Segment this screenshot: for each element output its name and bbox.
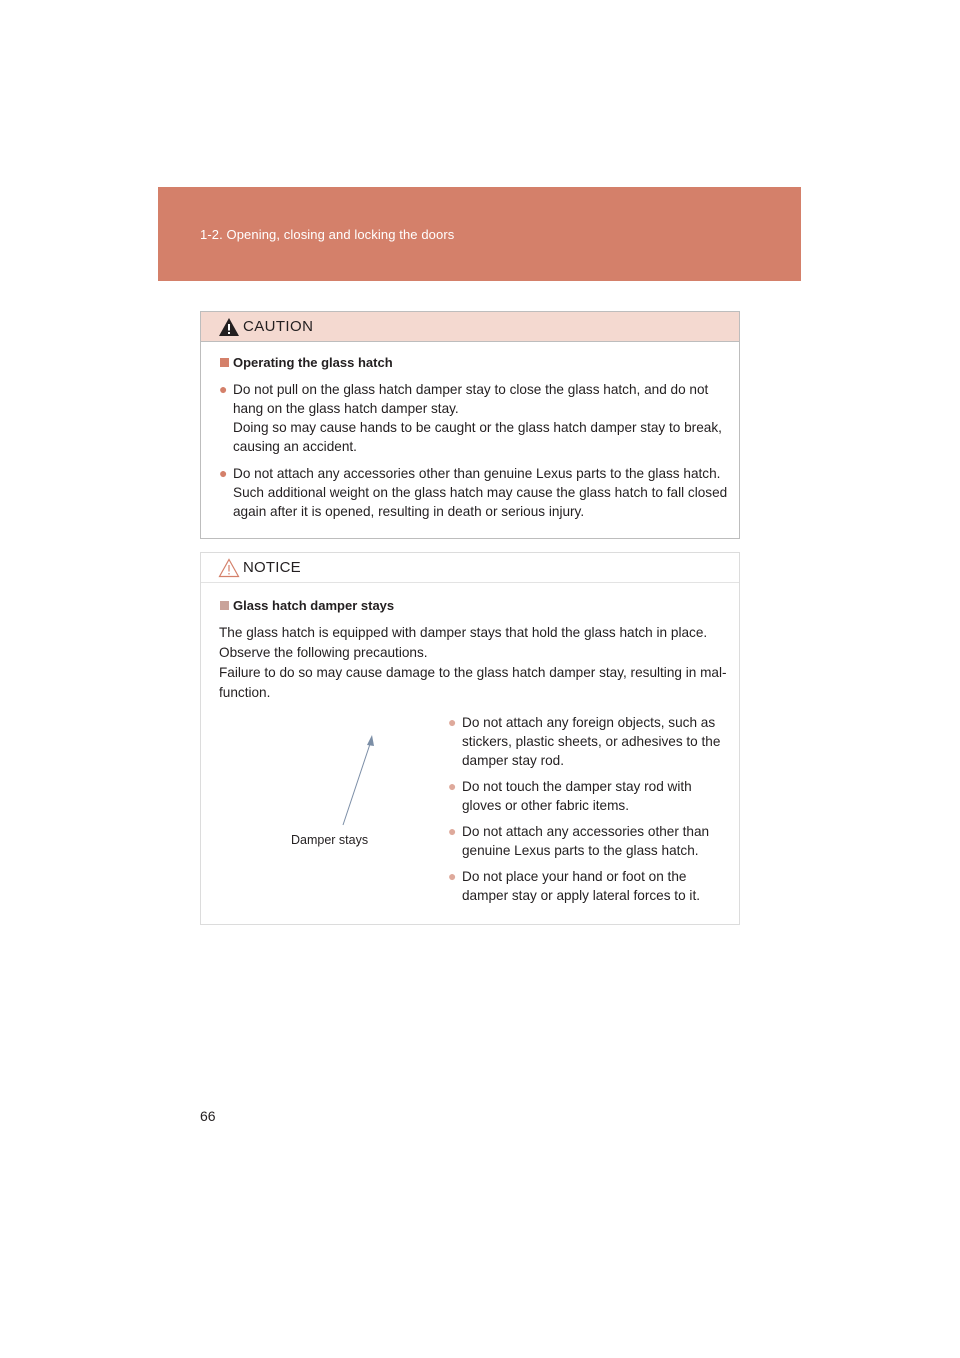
round-bullet-icon: ● bbox=[219, 465, 228, 481]
notice-bullet bbox=[448, 867, 730, 905]
section-title: 1-2. Opening, closing and locking the doors bbox=[200, 227, 455, 242]
square-bullet-icon bbox=[220, 358, 229, 367]
bullet-line: damper stay rod. bbox=[462, 753, 564, 768]
diagram-label: Damper stays bbox=[291, 833, 369, 847]
bullet-line: Doing so may cause hands to be caught or the glass hatch damper stay to break, bbox=[233, 420, 722, 435]
notice-section-title bbox=[220, 598, 394, 613]
square-bullet-icon bbox=[220, 601, 229, 610]
bullet-line: causing an accident. bbox=[233, 439, 357, 454]
notice-intro bbox=[219, 623, 735, 703]
bullet-line: Such additional weight on the glass hatch may cause the glass hatch to fall closed bbox=[233, 485, 728, 500]
bullet-line: Do not pull on the glass hatch damper stay to close the glass hatch, and do not bbox=[233, 382, 709, 397]
caution-bullet bbox=[219, 380, 735, 456]
intro-line: function. bbox=[219, 685, 271, 700]
bullet-line: Do not place your hand or foot on the bbox=[462, 869, 687, 884]
intro-line: Failure to do so may cause damage to the glass hatch damper stay, resulting in mal- bbox=[219, 665, 727, 680]
bullet-line: Do not attach any foreign objects, such as bbox=[462, 715, 716, 730]
caution-section-title-text: Operating the glass hatch bbox=[233, 355, 393, 370]
intro-line: The glass hatch is equipped with damper stays that hold the glass hatch in place. bbox=[219, 625, 708, 640]
bullet-line: hang on the glass hatch damper stay. bbox=[233, 401, 459, 416]
round-bullet-icon: ● bbox=[448, 823, 457, 839]
caution-label: CAUTION bbox=[243, 318, 314, 335]
bullet-line: again after it is opened, resulting in death or serious injury. bbox=[233, 504, 585, 519]
notice-bullet bbox=[448, 822, 730, 860]
caution-section-title bbox=[220, 355, 393, 370]
notice-bullet bbox=[448, 713, 730, 770]
notice-box bbox=[200, 552, 740, 925]
notice-bullet bbox=[448, 777, 730, 815]
bullet-line: Do not attach any accessories other than bbox=[462, 824, 710, 839]
round-bullet-icon: ● bbox=[448, 714, 457, 730]
caution-box bbox=[200, 311, 740, 539]
page-number: 66 bbox=[200, 1108, 216, 1124]
bullet-line: Do not touch the damper stay rod with bbox=[462, 779, 692, 794]
caution-header bbox=[201, 312, 739, 342]
notice-section-title-text: Glass hatch damper stays bbox=[233, 598, 395, 613]
bullet-line: gloves or other fabric items. bbox=[462, 798, 629, 813]
caution-bullet bbox=[219, 464, 735, 521]
notice-header bbox=[201, 553, 739, 583]
notice-label: NOTICE bbox=[243, 559, 301, 576]
round-bullet-icon: ● bbox=[219, 381, 228, 397]
bullet-line: genuine Lexus parts to the glass hatch. bbox=[462, 843, 699, 858]
intro-line: Observe the following precautions. bbox=[219, 645, 428, 660]
notice-triangle-icon bbox=[218, 558, 240, 578]
round-bullet-icon: ● bbox=[448, 778, 457, 794]
bullet-line: damper stay or apply lateral forces to it. bbox=[462, 888, 700, 903]
section-header-band bbox=[158, 187, 801, 281]
round-bullet-icon: ● bbox=[448, 868, 457, 884]
warning-triangle-icon bbox=[218, 317, 240, 337]
bullet-line: stickers, plastic sheets, or adhesives to the bbox=[462, 734, 721, 749]
bullet-line: Do not attach any accessories other than genuine Lexus parts to the glass hatch. bbox=[233, 466, 721, 481]
